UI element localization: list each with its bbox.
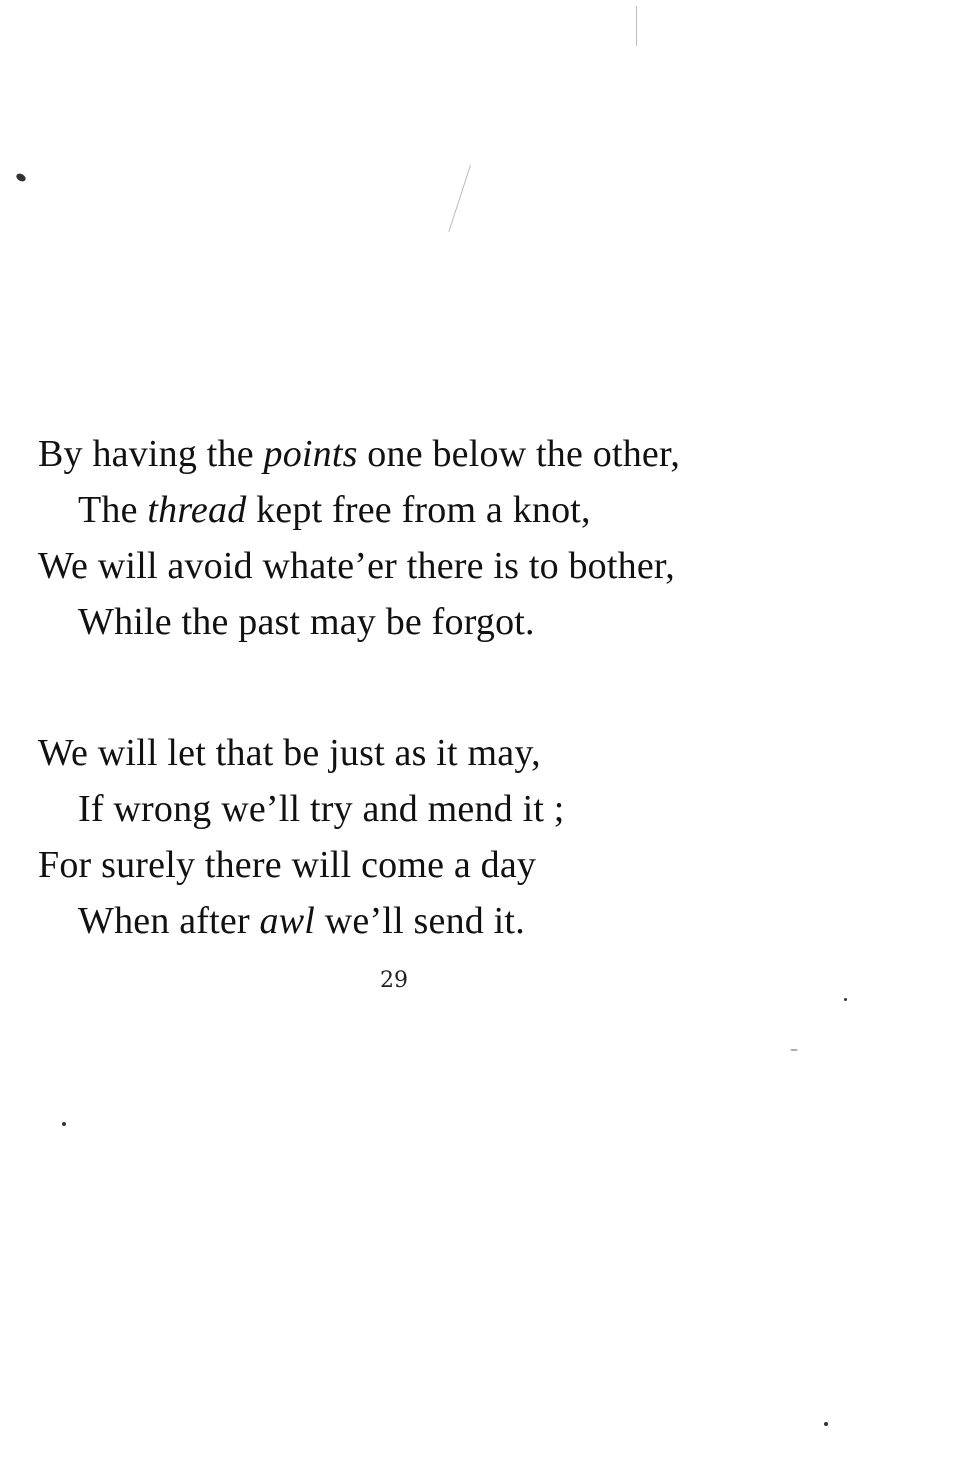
verse-italic: awl bbox=[259, 900, 316, 942]
verse-line: While the past may be forgot. bbox=[78, 601, 535, 643]
verse-line: We will avoid whate’er there is to bother, bbox=[38, 545, 675, 587]
scan-scratch bbox=[448, 165, 471, 232]
verse-italic: thread bbox=[147, 489, 247, 531]
verse-text: one below the other, bbox=[357, 433, 681, 475]
verse-text: By having the bbox=[38, 433, 264, 475]
verse-line bbox=[38, 426, 818, 482]
stanza-1 bbox=[38, 426, 818, 650]
verse-line: If wrong we’ll try and mend it ; bbox=[78, 788, 565, 830]
scan-speck bbox=[62, 1122, 66, 1126]
scan-speck bbox=[844, 998, 847, 1001]
scan-speck bbox=[824, 1422, 828, 1426]
verse-line: We will let that be just as it may, bbox=[38, 732, 541, 774]
scan-scratch bbox=[636, 6, 637, 46]
verse-text: When after bbox=[78, 900, 260, 942]
page-number: 29 bbox=[380, 968, 408, 993]
verse-text: we’ll send it. bbox=[315, 900, 525, 942]
verse-text: kept free from a knot, bbox=[246, 489, 591, 531]
verse-line bbox=[38, 893, 818, 949]
stanza-2 bbox=[38, 725, 818, 949]
verse-text: The bbox=[78, 489, 148, 531]
verse-line bbox=[38, 482, 818, 538]
verse-line: For surely there will come a day bbox=[38, 844, 537, 886]
scan-speck bbox=[15, 172, 27, 183]
verse-italic: points bbox=[263, 433, 358, 475]
scan-speck bbox=[790, 1049, 798, 1051]
